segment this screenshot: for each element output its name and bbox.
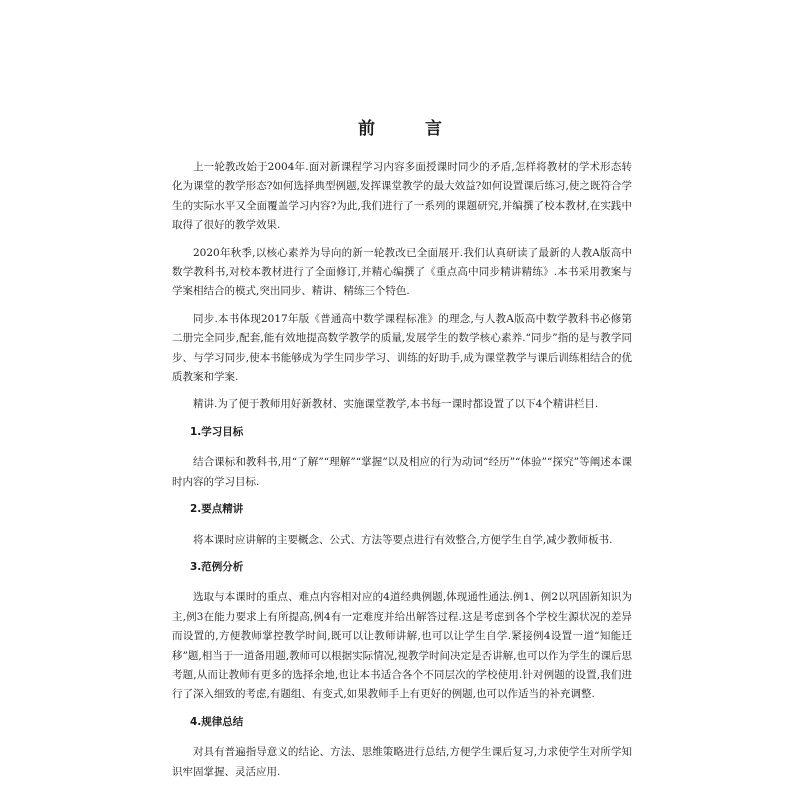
paragraph-sync: 同步.本书体现2017年版《普通高中数学课程标准》的理念,与人教A版高中数学教科书必修第二册完全同步,配套,能有效地提高数学教学的质量,发展学生的数学核心素养.“同步”指的是与教学同步、与学习同步,使本书能够成为学生同步学习、训练的好助手,成为课堂教学与课后训练相结合的优质教案和学案. xyxy=(172,312,632,384)
paragraph-examples: 选取与本课时的重点、难点内容相对应的4道经典例题,体现通性通法.例1、例2以巩固新知识为主,例3在能力要求上有所提高,例4有一定难度并给出解答过程.这是考虑到各个学校生源状况的差异而设置的,方便教师掌控教学时间,既可以让教师讲解,也可以让学生自学.紧接例4设置一道“知能迁移”题,相当于一道备用题,教师可以根据实际情况,视教学时间决定是否讲解,也可以作为学生的课后思考题,从而让教师有更多的选择余地,也让本书适合各个不同层次的学校使用.针对例题的设置,我们进行了深入细致的考虑,有题组、有变式,如果教师手上有更好的例题,也可以作适当的补充调整. xyxy=(172,591,632,701)
paragraph-goals: 结合课标和教科书,用“了解”“理解”“掌握”以及相应的行为动词“经历”“体验”“探究”等阐述本课时内容的学习目标. xyxy=(172,456,632,488)
page-title: 前 言 xyxy=(358,119,464,139)
paragraph-key-points: 将本课时应讲解的主要概念、公式、方法等要点进行有效整合,方便学生自学,减少教师板书. xyxy=(193,533,613,546)
paragraph-intro: 上一轮教改始于2004年.面对新课程学习内容多面授课时同少的矛盾,怎样将教材的学术形态转化为课堂的教学形态?如何选择典型例题,发挥课堂教学的最大效益?如何设置课后练习,使之既符合学生的实际水平又全面覆盖学习内容?为此,我们进行了一系列的课题研究,并编撰了校本教材,在实践中取得了很好的教学效果. xyxy=(172,161,632,232)
section-heading-examples: 3.范例分析 xyxy=(190,560,244,573)
paragraph-explain: 精讲.为了便于教师用好新教材、实施课堂教学,本书每一课时都设置了以下4个精讲栏目. xyxy=(193,398,599,411)
paragraph-revision: 2020年秋季,以核心素养为导向的新一轮教改已全面展开.我们认真研读了最新的人教A版高中数学教科书,对校本教材进行了全面修订,并精心编撰了《重点高中同步精讲精练》.本书采用教案与学案相结合的模式,突出同步、精讲、精练三个特色. xyxy=(172,246,632,298)
section-heading-summary: 4.规律总结 xyxy=(190,715,244,728)
section-heading-key-points: 2.要点精讲 xyxy=(190,503,244,516)
preface-body xyxy=(172,158,632,790)
paragraph-summary: 对具有普遍指导意义的结论、方法、思维策略进行总结,方便学生课后复习,力求使学生对所学知识牢固掌握、灵活应用. xyxy=(172,746,632,778)
section-heading-goals: 1.学习目标 xyxy=(190,425,244,438)
